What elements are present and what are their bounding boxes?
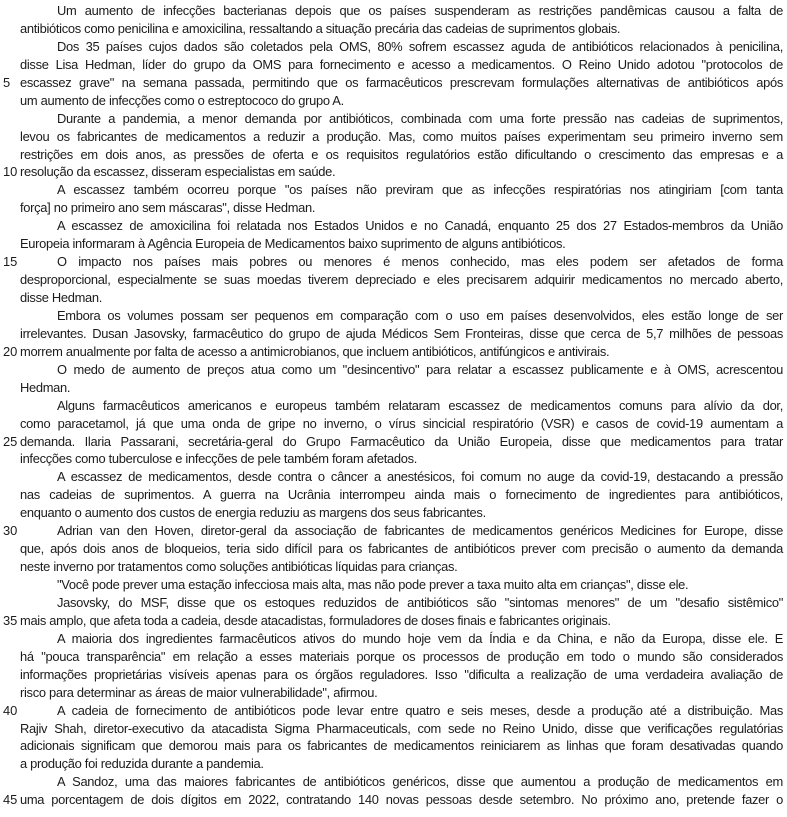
text-line: 15 O impacto nos países mais pobres ou menores é menos conhecido, mas eles podem ser afetados de forma (3, 254, 783, 270)
text-line: A escassez de medicamentos, desde contra o câncer a anestésicos, foi comum no auge da covid-19, destacando a pressão (57, 469, 783, 485)
line-number: 35 (3, 612, 18, 628)
text-line: Rajiv Shah, diretor-executivo da atacadista Sigma Pharmaceuticals, com sede no Reino Unido, disse que verificações regulatórias (20, 720, 783, 736)
text-line: disse Lisa Hedman, líder do grupo da OMS para fornecimento e acesso a medicamentos. O Reino Unido adotou "protocolos de (20, 56, 783, 72)
text-line: "Você pode prever uma estação infecciosa mais alta, mas não pode prever a taxa muito alta em crianças", disse ele. (57, 577, 689, 592)
text-line: 25 demanda. Ilaria Passarani, secretária-geral do Grupo Farmacêutico da União Europeia, disse que medicamentos para tratar (3, 433, 783, 449)
line-number: 30 (3, 523, 18, 539)
text-line: A maioria dos ingredientes farmacêuticos ativos do mundo hoje vem da Índia e da China, e não da Europa, disse ele. E (57, 630, 783, 646)
text-line: 30 Adrian van den Hoven, diretor-geral da associação de fabricantes de medicamentos genéricos Medicines for Europe, disse (3, 523, 783, 539)
line-number: 15 (3, 254, 18, 270)
line-number: 45 (3, 792, 18, 808)
text-line: irrelevantes. Dusan Jasovsky, farmacêutico do grupo de ajuda Médicos Sem Fronteiras, disse que cerca de 5,7 milhões de pessoas (20, 325, 783, 341)
text-line: nas cadeias de suprimentos. A guerra na Ucrânia interrompeu ainda mais o fornecimento de ingredientes para antibióticos, (20, 487, 783, 503)
text-line: risco para determinar as áreas de maior vulnerabilidade", afirmou. (20, 684, 378, 700)
text-line: informações proprietárias visíveis apenas para os órgãos reguladores. Isso "dificulta a realização de uma verdadeira avaliação de (20, 666, 783, 682)
line-number: 20 (3, 343, 18, 359)
text-line: antibióticos como penicilina e amoxicilina, ressaltando a situação precária das cadeias de suprimentos globais. (20, 20, 621, 36)
text-line: Durante a pandemia, a menor demanda por antibióticos, combinada com uma forte pressão nas cadeias de suprimentos, (57, 110, 783, 126)
text-line: adicionais significam que demorou mais para os fabricantes de medicamentos reiniciarem as linhas que foram desativadas quando (20, 738, 783, 754)
text-line: desproporcional, especialmente se suas moedas tiverem depreciado e eles precisarem adquirir medicamentos no mercado aberto, (20, 272, 783, 288)
text-line: 5 escassez grave" na semana passada, permitindo que os farmacêuticos prescrevam formulações alternativas de antibióticos após (3, 74, 783, 90)
text-line: Jasovsky, do MSF, disse que os estoques reduzidos de antibióticos são "sintomas menores" de um "desafio sistêmico" (57, 594, 783, 610)
line-number: 25 (3, 433, 18, 449)
text-line: infecções como tuberculose e infecções de pele também foram afetados. (20, 451, 418, 467)
text-line: 40 A cadeia de fornecimento de antibióticos pode levar entre quatro e seis meses, desde a produção até a distribuição. Mas (3, 702, 783, 718)
text-line: A Sandoz, uma das maiores fabricantes de antibióticos genéricos, disse que aumentou a produção de medicamentos em (57, 774, 783, 790)
line-number: 5 (3, 74, 11, 90)
text-line: Embora os volumes possam ser pequenos em comparação com o uso em países desenvolvidos, eles estão longe de ser (57, 307, 783, 323)
text-line: há "pouca transparência" em relação a esses materiais porque os processos de produção em todo o mundo são considerados (20, 648, 783, 664)
text-line: restrições em dois anos, as pressões de oferta e os requisitos regulatórios estão dificultando o crescimento das empresas e a (20, 146, 783, 162)
text-line: levou os fabricantes de medicamentos a reduzir a produção. Mas, como muitos países experimentam seu primeiro inverno sem (20, 128, 783, 144)
text-line: Hedman. (20, 379, 71, 395)
text-passage (3, 2, 783, 809)
text-line: 35 mais amplo, que afeta toda a cadeia, desde atacadistas, formuladores de doses finais e fabricantes originais. (3, 612, 611, 628)
text-line: como paracetamol, já que uma onda de gripe no inverno, o vírus sincicial respiratório (VSR) e casos de covid-19 aumentam a (20, 415, 783, 431)
text-line: Um aumento de infecções bacterianas depois que os países suspenderam as restrições pandêmicas causou a falta de (57, 3, 783, 18)
text-line: neste inverno por tratamentos como soluções antibióticas líquidas para crianças. (20, 559, 458, 575)
text-line: Europeia informaram à Agência Europeia de Medicamentos baixo suprimento de alguns antibióticos. (20, 236, 566, 252)
text-line: Dos 35 países cujos dados são coletados pela OMS, 80% sofrem escassez aguda de antibióticos relacionados à penicilina, (57, 38, 783, 54)
text-line: A escassez também ocorreu porque "os países não previram que as infecções respiratórias nos atingiriam [com tanta (57, 182, 783, 198)
text-line: Alguns farmacêuticos americanos e europeus também relataram escassez de medicamentos comuns para alívio da dor, (57, 397, 783, 413)
text-line: que, após dois anos de bloqueios, teria sido difícil para os fabricantes de antibióticos prever com precisão o aumento da demanda (20, 541, 783, 557)
text-line: a produção foi reduzida durante a pandemia. (20, 756, 264, 772)
text-line: A escassez de amoxicilina foi relatada nos Estados Unidos e no Canadá, enquanto 25 dos 27 Estados-membros da União (57, 218, 783, 234)
text-line: disse Hedman. (20, 290, 103, 305)
text-line: 45 uma porcentagem de dois dígitos em 2022, contratando 140 novas pessoas desde setembro. No próximo ano, pretende fazer o (3, 792, 783, 808)
line-number: 10 (3, 164, 18, 180)
text-line: enquanto o aumento dos custos de energia reduziu as margens dos seus fabricantes. (20, 505, 486, 521)
text-line: 20 morrem anualmente por falta de acesso a antimicrobianos, que incluem antibióticos, antifúngicos e antivirais. (3, 343, 610, 359)
line-number: 40 (3, 702, 18, 718)
text-line: um aumento de infecções como o estreptococo do grupo A. (20, 92, 344, 108)
text-line: O medo de aumento de preços atua como um "desincentivo" para relatar a escassez publicamente e à OMS, acrescentou (57, 361, 783, 377)
text-line: força] no primeiro ano sem máscaras", disse Hedman. (20, 200, 316, 216)
text-line: 10 resolução da escassez, disseram especialistas em saúde. (3, 164, 336, 180)
